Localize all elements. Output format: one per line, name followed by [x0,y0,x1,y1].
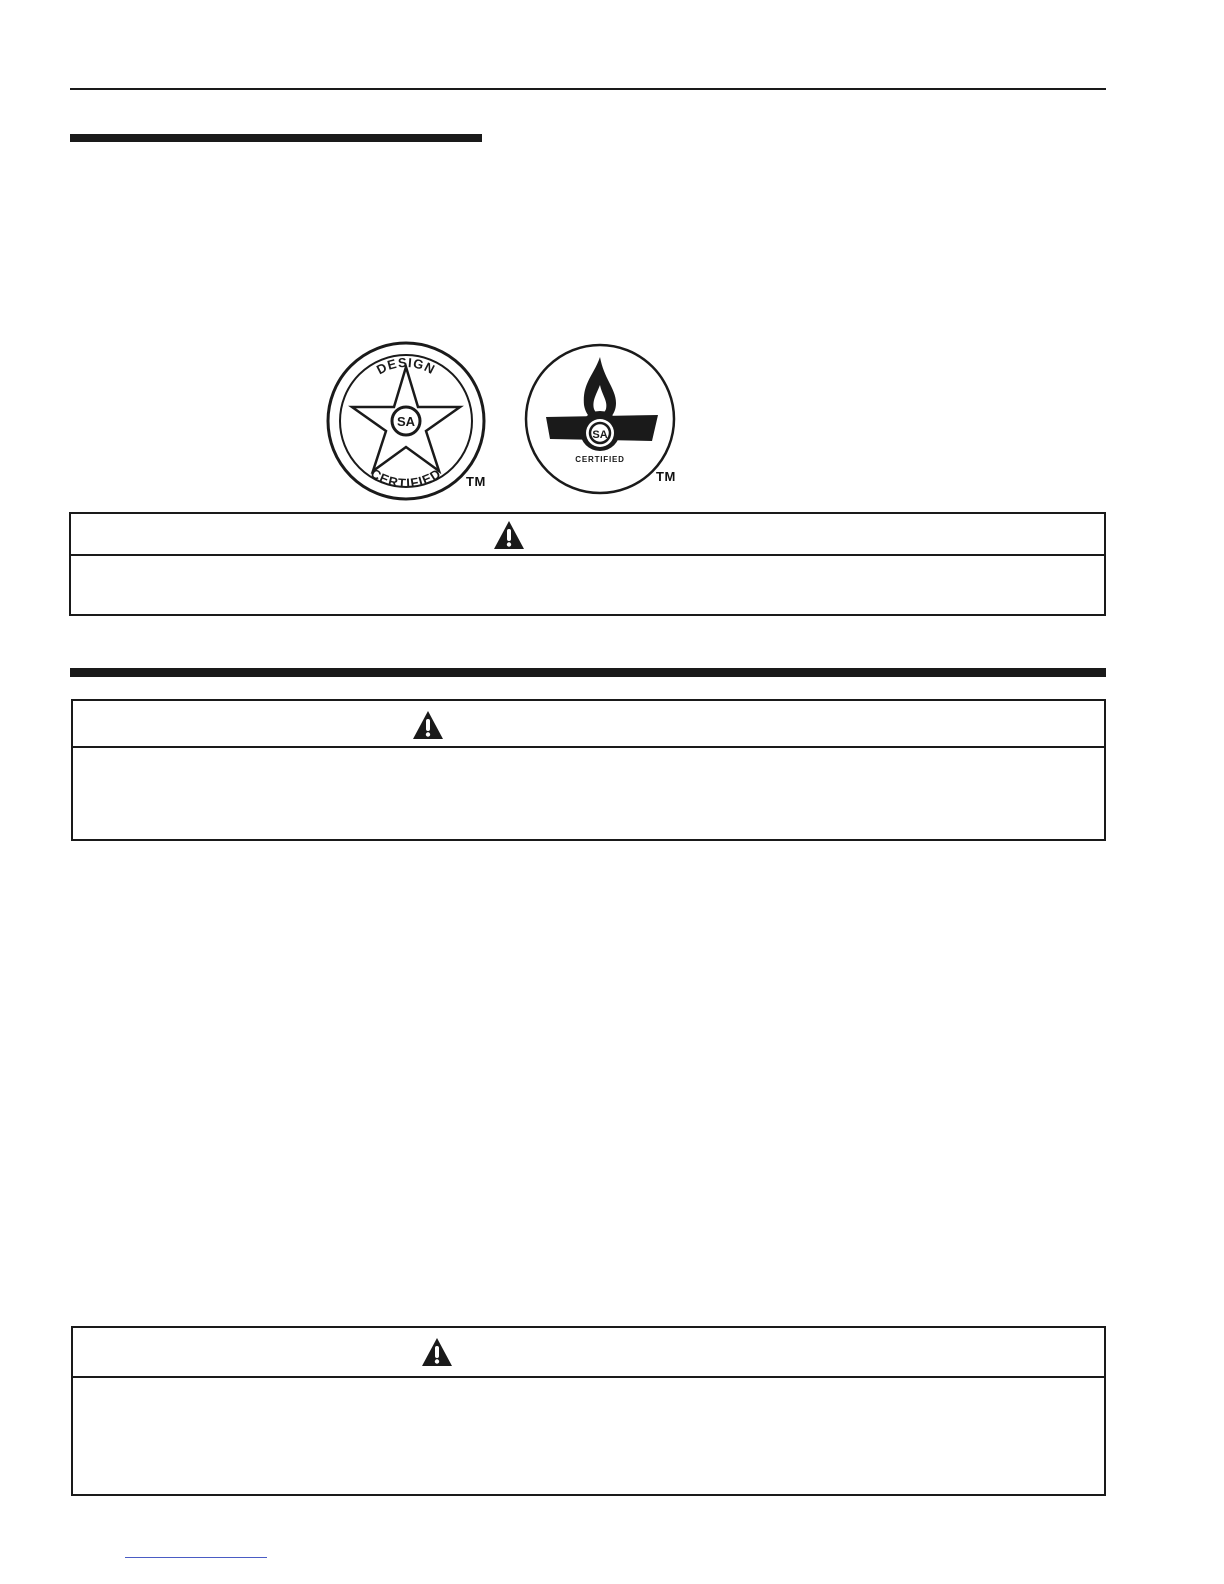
link-underline[interactable] [125,1557,267,1558]
svg-text:CERTIFIED [368,466,444,491]
section-heading-bar [70,134,482,142]
design-logo-trademark: TM [466,474,486,489]
warning-box-3 [71,1326,1106,1496]
warning-triangle-icon [493,520,525,550]
flame-logo-trademark: TM [656,469,676,484]
warning-triangle-icon [421,1337,453,1367]
section-divider-bar [70,668,1106,677]
warning-box-3-header [73,1328,1104,1378]
design-logo-top-text: DESIGN [374,354,438,378]
design-logo-center-mark: SA [396,414,416,429]
warning-box-1-header [71,514,1104,556]
warning-triangle-icon [412,710,444,740]
header-rule [70,88,1106,90]
warning-box-1 [69,512,1106,616]
design-certified-logo [326,325,486,503]
flame-certified-logo [524,343,676,495]
flame-logo-center-mark: SA [592,429,608,441]
warning-box-2 [71,699,1106,841]
design-logo-bottom-text: CERTIFIED [368,465,444,491]
flame-logo-bottom-text: CERTIFIED [575,455,625,464]
warning-box-2-header [73,701,1104,748]
